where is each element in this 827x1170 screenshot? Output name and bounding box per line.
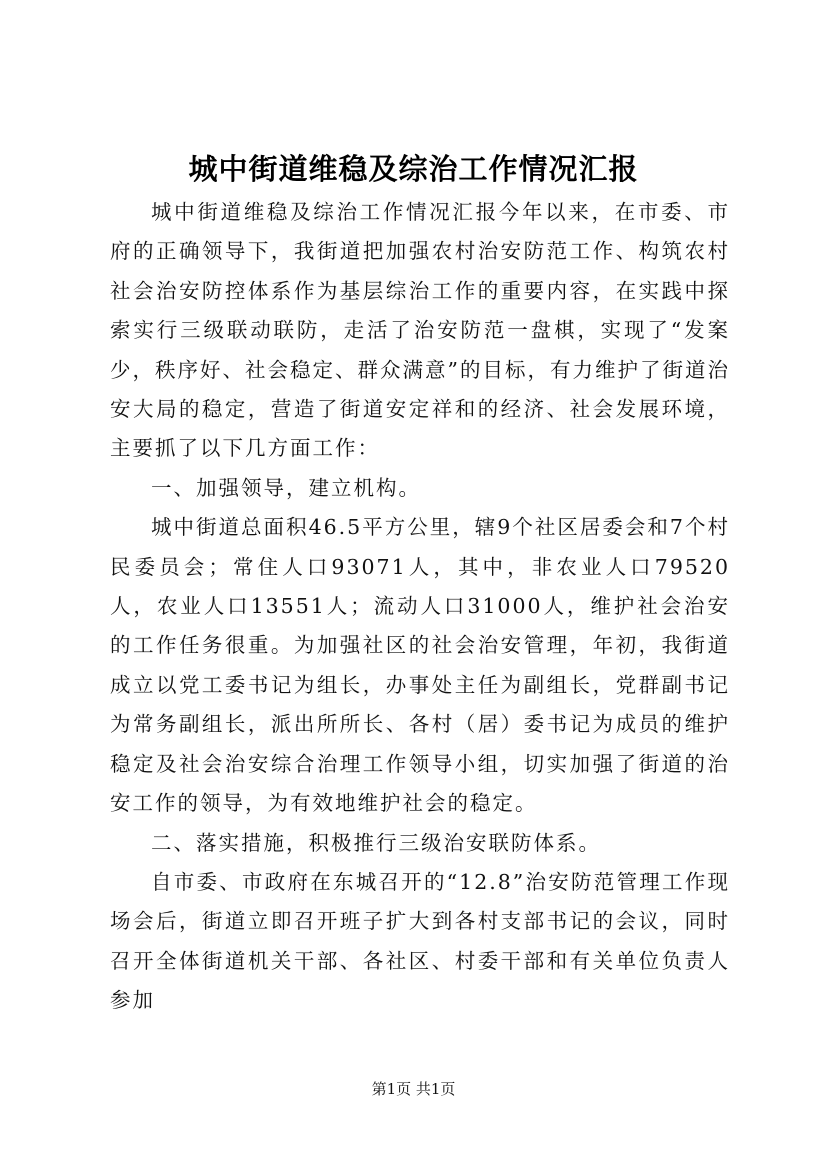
section-heading-1: 一、加强领导，建立机构。 (151, 475, 421, 500)
paragraph-section-2: 自市委、市政府在东城召开的“12.8”治安防范管理工作现场会后，街道立即召开班子扩大到各村支部书记的会议，同时召开全体街道机关干部、各社区、村委干部和有关单位负责人参加 (110, 869, 730, 1013)
document-body (110, 193, 730, 1021)
document-title: 城中街道维稳及综治工作情况汇报 (188, 152, 639, 186)
paragraph-intro: 城中街道维稳及综治工作情况汇报今年以来，在市委、市府的正确领导下，我街道把加强农村治安防范工作、构筑农村社会治安防控体系作为基层综治工作的重要内容，在实践中探索实行三级联动联防，走活了治安防范一盘棋，实现了“发案少，秩序好、社会稳定、群众满意”的目标，有力维护了街道治安大局的稳定，营造了街道安定祥和的经济、社会发展环境，主要抓了以下几方面工作： (110, 200, 730, 461)
section-heading-2: 二、落实措施，积极推行三级治安联防体系。 (151, 830, 601, 855)
paragraph-section-1: 城中街道总面积46.5平方公里，辖9个社区居委会和7个村民委员会；常住人口93071人，其中，非农业人口79520人，农业人口13551人；流动人口31000人，维护社会治安的工作任务很重。为加强社区的社会治安管理，年初，我街道成立以党工委书记为组长，办事处主任为副组长，党群副书记为常务副组长，派出所所长、各村（居）委书记为成员的维护稳定及社会治安综合治理工作领导小组，切实加强了街道的治安工作的领导，为有效地维护社会的稳定。 (110, 515, 730, 816)
page-number-footer: 第1页 共1页 (371, 1080, 456, 1098)
